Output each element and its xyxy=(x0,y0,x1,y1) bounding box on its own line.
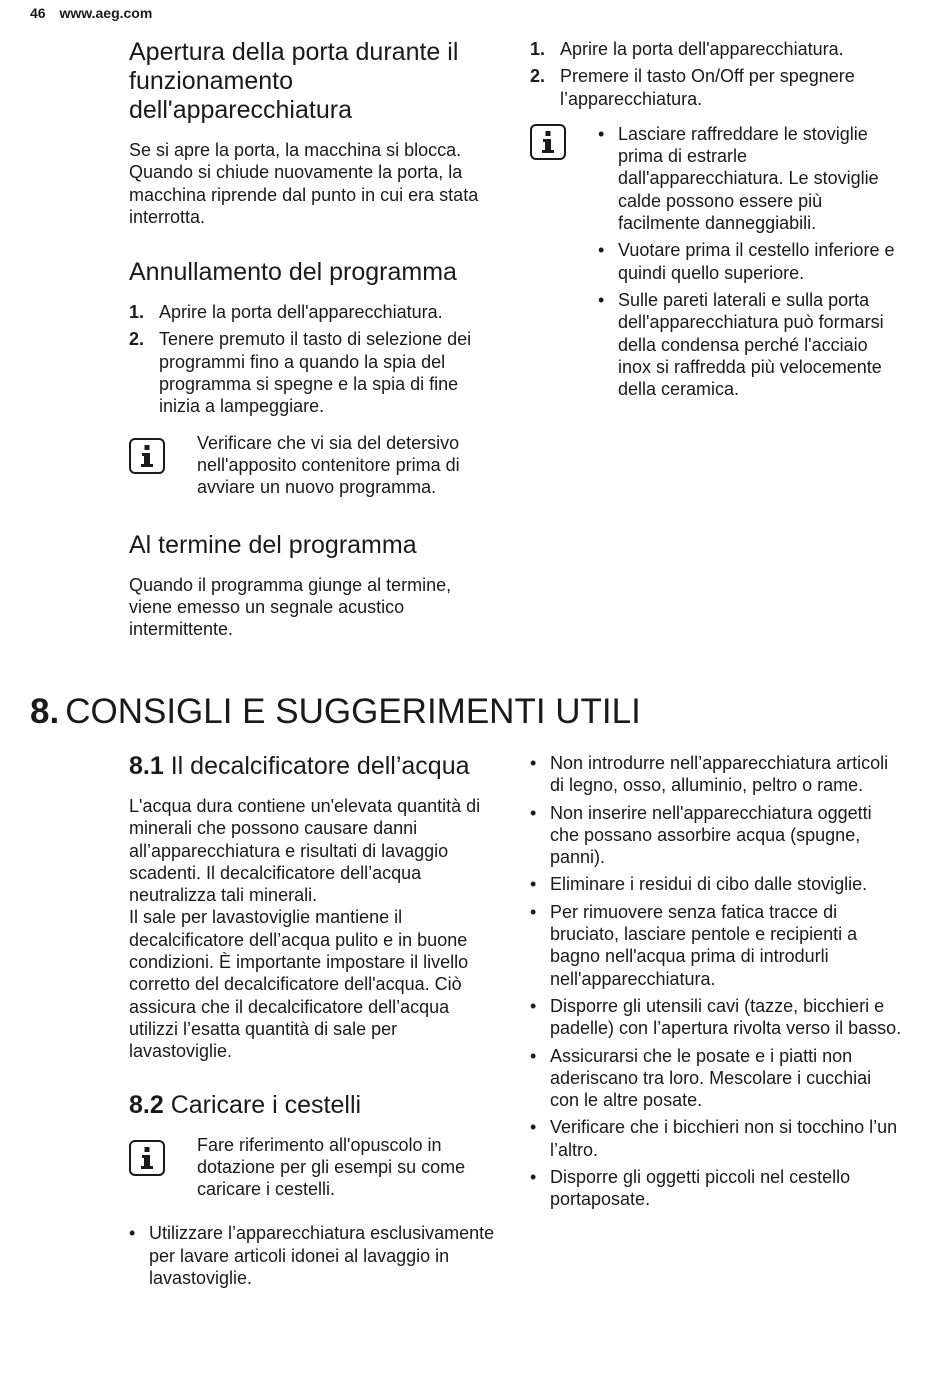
list-item: • Verificare che i bicchieri non si tocchino l’un l’altro. xyxy=(530,1117,898,1160)
unload-tips xyxy=(598,123,905,406)
cancel-step: 2. Tenere premuto il tasto di selezione dei programmi fino a quando la spia del programma si spegne e la spia di fine inizia a lampeggiare. xyxy=(129,329,472,417)
list-item: • Assicurarsi che le posate e i piatti non aderiscano tra loro. Mescolare i cucchiai con le altre posate. xyxy=(530,1045,872,1111)
right-column-top xyxy=(530,38,905,405)
cancel-step: 1. Aprire la porta dell'apparecchiatura. xyxy=(129,302,443,323)
section-number: 8.1 xyxy=(129,752,164,780)
list-item: • Per rimuovere senza fatica tracce di bruciato, lasciare pentole e recipienti a bagno nell'acqua prima di introdurli nell'apparecchiatura. xyxy=(530,901,858,989)
info-note xyxy=(129,1134,499,1201)
section-82-note-text: Fare riferimento all'opuscolo in dotazione per gli esempi su come caricare i cestelli. xyxy=(197,1134,466,1200)
page-number: 46 xyxy=(30,5,46,21)
left-column-bottom xyxy=(129,752,499,1294)
end-step: 2. Premere il tasto On/Off per spegnere l’apparecchiatura. xyxy=(530,66,855,109)
section-number: 8.2 xyxy=(129,1090,164,1119)
site-url[interactable]: www.aeg.com xyxy=(59,5,153,21)
left-column-top xyxy=(129,38,499,640)
chapter-title-text: CONSIGLI E SUGGERIMENTI UTILI xyxy=(65,692,641,731)
list-item: • Eliminare i residui di cibo dalle stoviglie. xyxy=(530,874,868,895)
door-heading: Apertura della porta durante il funzionamento dell'apparecchiatura xyxy=(129,38,459,124)
load-tips xyxy=(129,1222,499,1289)
list-item: • Sulle pareti laterali e sulla porta dell'apparecchiatura può formarsi della condensa perché l'acciaio inox si raffredda più velocemente della ceramica. xyxy=(598,289,884,400)
list-item: • Lasciare raffreddare le stoviglie prima di estrarle dall'apparecchiatura. Le stoviglie calde possono essere più facilmente danneggiabili. xyxy=(598,123,879,234)
info-icon xyxy=(530,124,566,160)
list-item: • Disporre gli utensili cavi (tazze, bicchieri e padelle) con l’apertura rivolta verso il basso. xyxy=(530,995,902,1039)
list-item: • Non inserire nell'apparecchiatura oggetti che possano assorbire acqua (spugne, panni). xyxy=(530,802,872,868)
end-steps xyxy=(530,38,905,110)
info-icon xyxy=(129,438,165,474)
section-82-heading: 8.2 Caricare i cestelli xyxy=(129,1090,362,1119)
door-text: Se si apre la porta, la macchina si blocca. Quando si chiude nuovamente la porta, la macchina riprende dal punto in cui era stata interrotta. xyxy=(129,140,479,227)
cancel-note-text: Verificare che vi sia del detersivo nell'apposito contenitore prima di avviare un nuovo programma. xyxy=(197,432,460,498)
cancel-heading: Annullamento del programma xyxy=(129,258,457,287)
cancel-steps xyxy=(129,301,499,417)
end-text: Quando il programma giunge al termine, viene emesso un segnale acustico intermittente. xyxy=(129,574,452,640)
page-header xyxy=(30,5,162,21)
section-81-heading: 8.1 Il decalcificatore dell’acqua xyxy=(129,752,470,780)
list-item: • Utilizzare l’apparecchiatura esclusivamente per lavare articoli idonei al lavaggio in lavastoviglie. xyxy=(129,1223,495,1289)
list-item: • Non introdurre nell’apparecchiatura articoli di legno, osso, alluminio, peltro o rame. xyxy=(530,753,889,796)
section-81-para1: L'acqua dura contiene un'elevata quantità di minerali che possono causare danni all’apparecchiatura e risultati di lavaggio scadenti. Il decalcificatore dell’acqua neutralizza tali minerali. xyxy=(129,796,481,906)
load-tips-continued xyxy=(530,752,905,1211)
chapter-number: 8. xyxy=(30,692,60,731)
info-note xyxy=(129,432,499,499)
info-icon xyxy=(129,1140,165,1176)
list-item: • Disporre gli oggetti piccoli nel cestello portaposate. xyxy=(530,1167,851,1210)
info-note xyxy=(530,124,905,406)
end-step: 1. Aprire la porta dell'apparecchiatura. xyxy=(530,39,844,59)
list-item: • Vuotare prima il cestello inferiore e quindi quello superiore. xyxy=(598,240,895,283)
right-column-bottom xyxy=(530,752,905,1216)
section-81-para2: Il sale per lavastoviglie mantiene il decalcificatore dell’acqua pulito e in buone condizioni. È importante impostare il livello corretto del decalcificatore dell'acqua. Ciò assicura che il decalcificatore dell’acqua utilizzi l’esatta quantità di sale per lavastoviglie. xyxy=(129,907,469,1062)
end-heading: Al termine del programma xyxy=(129,530,417,559)
chapter-title xyxy=(30,692,641,732)
